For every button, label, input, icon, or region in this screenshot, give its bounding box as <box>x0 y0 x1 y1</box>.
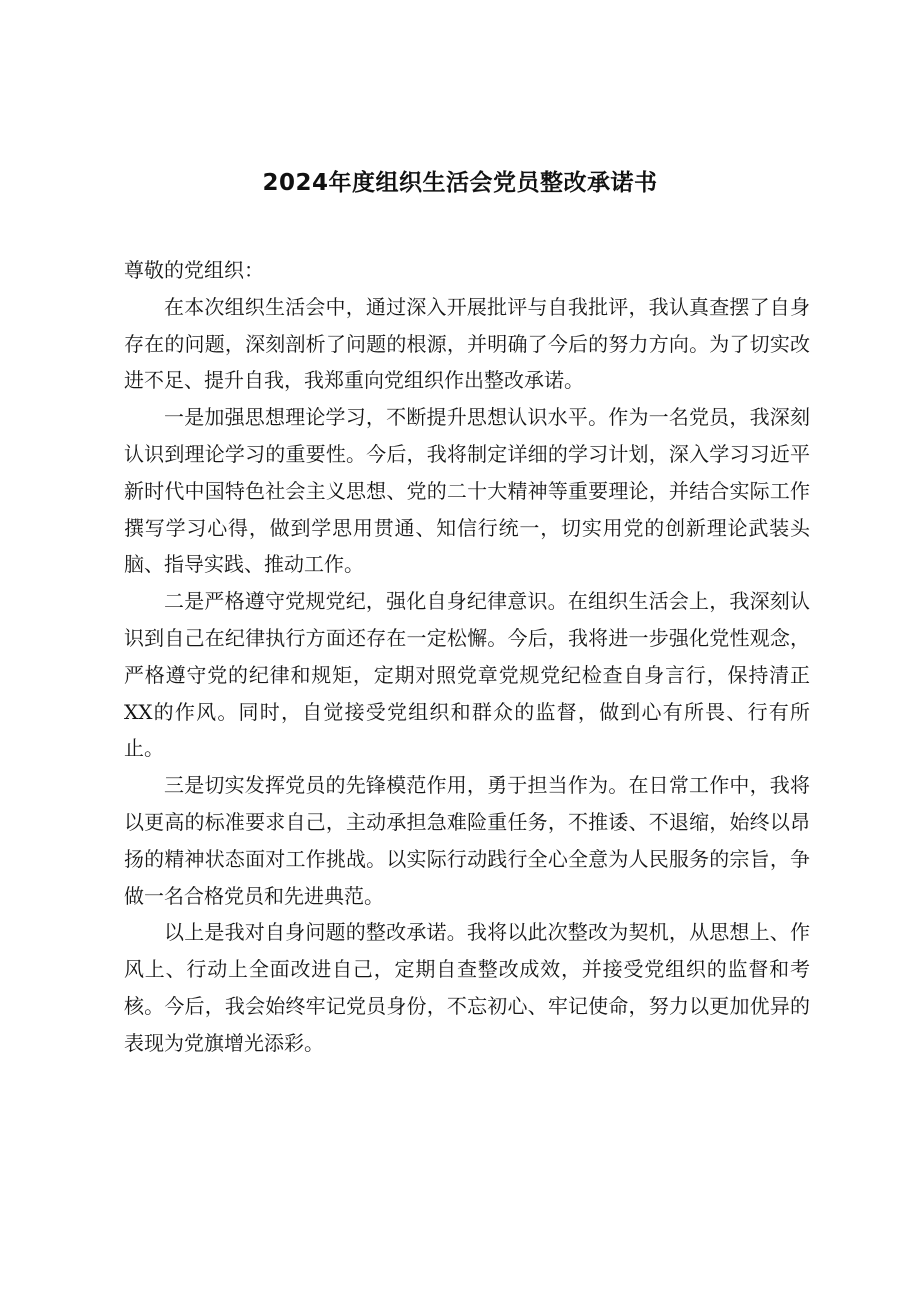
paragraph-conclusion: 以上是我对自身问题的整改承诺。我将以此次整改为契机，从思想上、作风上、行动上全面改进自己，定期自查整改成效，并接受党组织的监督和考核。今后，我会始终牢记党员身份，不忘初心、牢记使命，努力以更加优异的表现为党旗增光添彩。 <box>124 920 810 1055</box>
paragraph-point-1: 一是加强思想理论学习，不断提升思想认识水平。作为一名党员，我深刻认识到理论学习的重要性。今后，我将制定详细的学习计划，深入学习习近平新时代中国特色社会主义思想、党的二十大精神等重要理论，并结合实际工作撰写学习心得，做到学思用贯通、知信行统一，切实用党的创新理论武装头脑、指导实践、推动工作。 <box>124 405 810 577</box>
document-title: 2024年度组织生活会党员整改承诺书 <box>262 170 658 196</box>
paragraph-point-2: 二是严格遵守党规党纪，强化自身纪律意识。在组织生活会上，我深刻认识到自己在纪律执行方面还存在一定松懈。今后，我将进一步强化党性观念，严格遵守党的纪律和规矩，定期对照党章党规党纪检查自身言行，保持清正XX的作风。同时，自觉接受党组织和群众的监督，做到心有所畏、行有所止。 <box>124 589 810 761</box>
salutation: 尊敬的党组织： <box>124 258 264 282</box>
paragraph-intro: 在本次组织生活会中，通过深入开展批评与自我批评，我认真查摆了自身存在的问题，深刻剖析了问题的根源，并明确了今后的努力方向。为了切实改进不足、提升自我，我郑重向党组织作出整改承诺。 <box>124 294 810 393</box>
document-body <box>124 252 810 1062</box>
paragraph-point-3: 三是切实发挥党员的先锋模范作用，勇于担当作为。在日常工作中，我将以更高的标准要求自己，主动承担急难险重任务，不推诿、不退缩，始终以昂扬的精神状态面对工作挑战。以实际行动践行全心全意为人民服务的宗旨，争做一名合格党员和先进典范。 <box>124 773 810 908</box>
